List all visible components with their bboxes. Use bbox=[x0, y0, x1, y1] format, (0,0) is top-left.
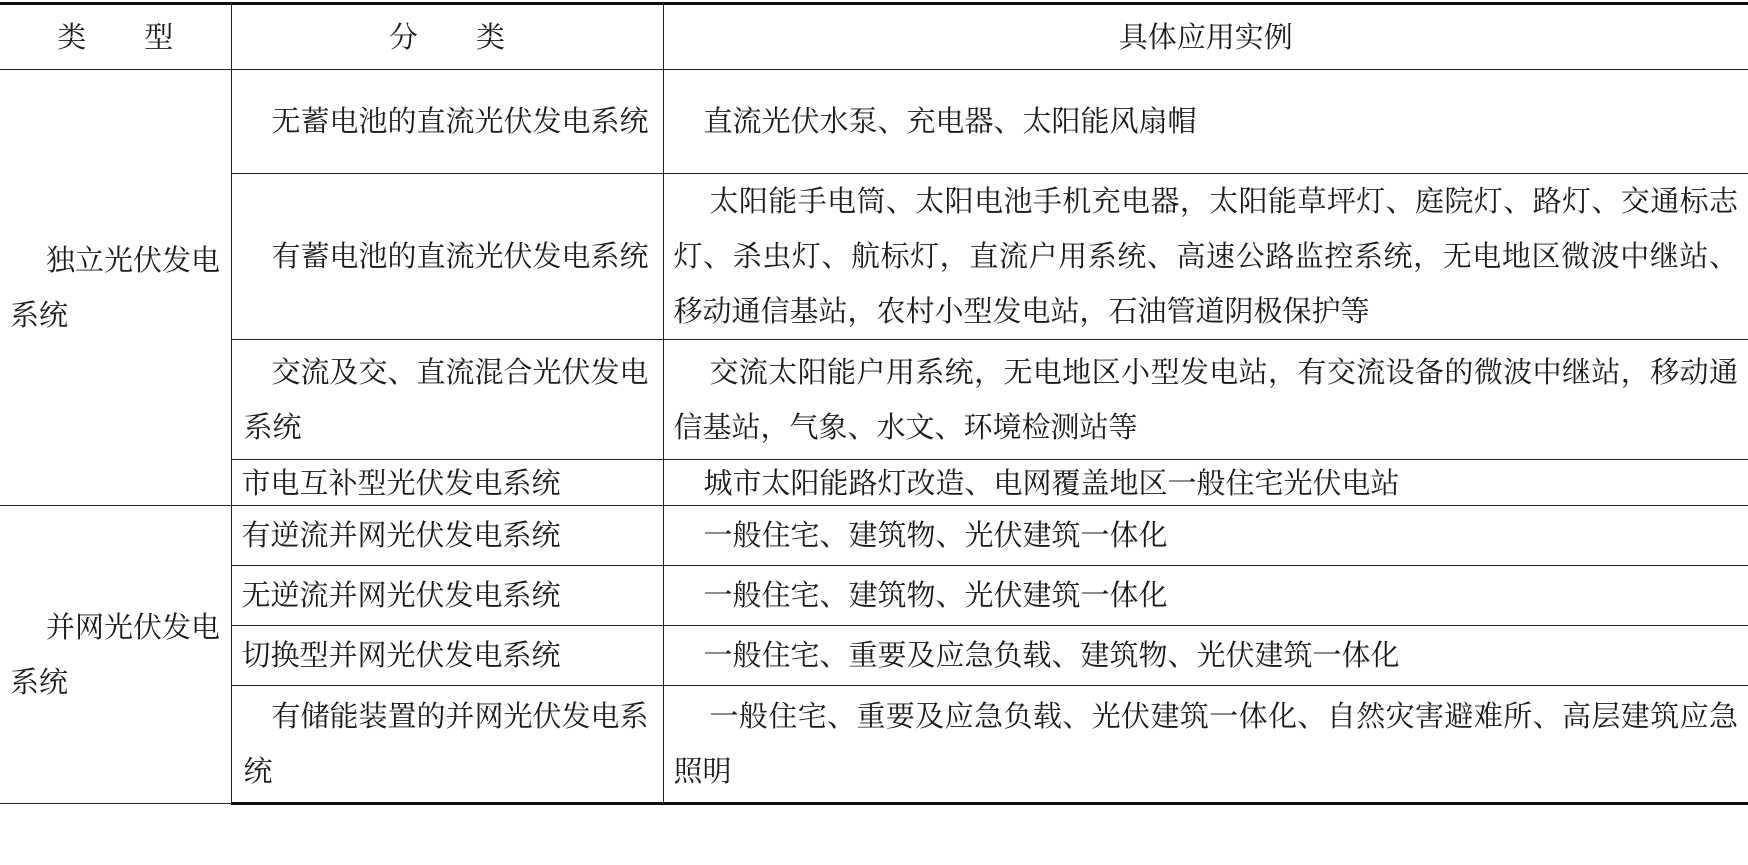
category-cell: 有逆流并网光伏发电系统 bbox=[231, 506, 663, 566]
category-cell: 交流及交、直流混合光伏发电系统 bbox=[231, 340, 663, 460]
table-row bbox=[0, 174, 1748, 340]
category-cell: 切换型并网光伏发电系统 bbox=[231, 626, 663, 686]
category-cell: 无蓄电池的直流光伏发电系统 bbox=[231, 70, 663, 174]
type-cell-grid-connected bbox=[0, 506, 231, 804]
header-application: 具体应用实例 bbox=[663, 4, 1748, 70]
table-row bbox=[0, 506, 1748, 566]
table-row bbox=[0, 566, 1748, 626]
table-row bbox=[0, 460, 1748, 506]
application-cell: 一般住宅、重要及应急负载、建筑物、光伏建筑一体化 bbox=[663, 626, 1748, 686]
application-cell: 一般住宅、建筑物、光伏建筑一体化 bbox=[663, 506, 1748, 566]
application-cell: 直流光伏水泵、充电器、太阳能风扇帽 bbox=[663, 70, 1748, 174]
pv-system-classification-table bbox=[0, 2, 1748, 805]
application-cell: 太阳能手电筒、太阳电池手机充电器，太阳能草坪灯、庭院灯、路灯、交通标志灯、杀虫灯、航标灯，直流户用系统、高速公路监控系统，无电地区微波中继站、移动通信基站，农村小型发电站，石油管道阴极保护等 bbox=[663, 174, 1748, 340]
application-cell: 一般住宅、建筑物、光伏建筑一体化 bbox=[663, 566, 1748, 626]
application-cell: 一般住宅、重要及应急负载、光伏建筑一体化、自然灾害避难所、高层建筑应急照明 bbox=[663, 686, 1748, 804]
type-cell-standalone bbox=[0, 70, 231, 506]
header-row bbox=[0, 4, 1748, 70]
type-label: 独立光伏发电系统 bbox=[10, 242, 221, 332]
category-cell: 无逆流并网光伏发电系统 bbox=[231, 566, 663, 626]
table-row bbox=[0, 70, 1748, 174]
type-label: 并网光伏发电系统 bbox=[10, 609, 221, 699]
category-cell: 有蓄电池的直流光伏发电系统 bbox=[231, 174, 663, 340]
header-category: 分 类 bbox=[231, 4, 663, 70]
table-row bbox=[0, 626, 1748, 686]
table-row bbox=[0, 340, 1748, 460]
category-cell: 有储能装置的并网光伏发电系统 bbox=[231, 686, 663, 804]
application-cell: 城市太阳能路灯改造、电网覆盖地区一般住宅光伏电站 bbox=[663, 460, 1748, 506]
header-type: 类 型 bbox=[0, 4, 231, 70]
table-row bbox=[0, 686, 1748, 804]
application-cell: 交流太阳能户用系统，无电地区小型发电站，有交流设备的微波中继站，移动通信基站，气象、水文、环境检测站等 bbox=[663, 340, 1748, 460]
category-cell: 市电互补型光伏发电系统 bbox=[231, 460, 663, 506]
table-header bbox=[0, 4, 1748, 70]
table-body bbox=[0, 70, 1748, 804]
